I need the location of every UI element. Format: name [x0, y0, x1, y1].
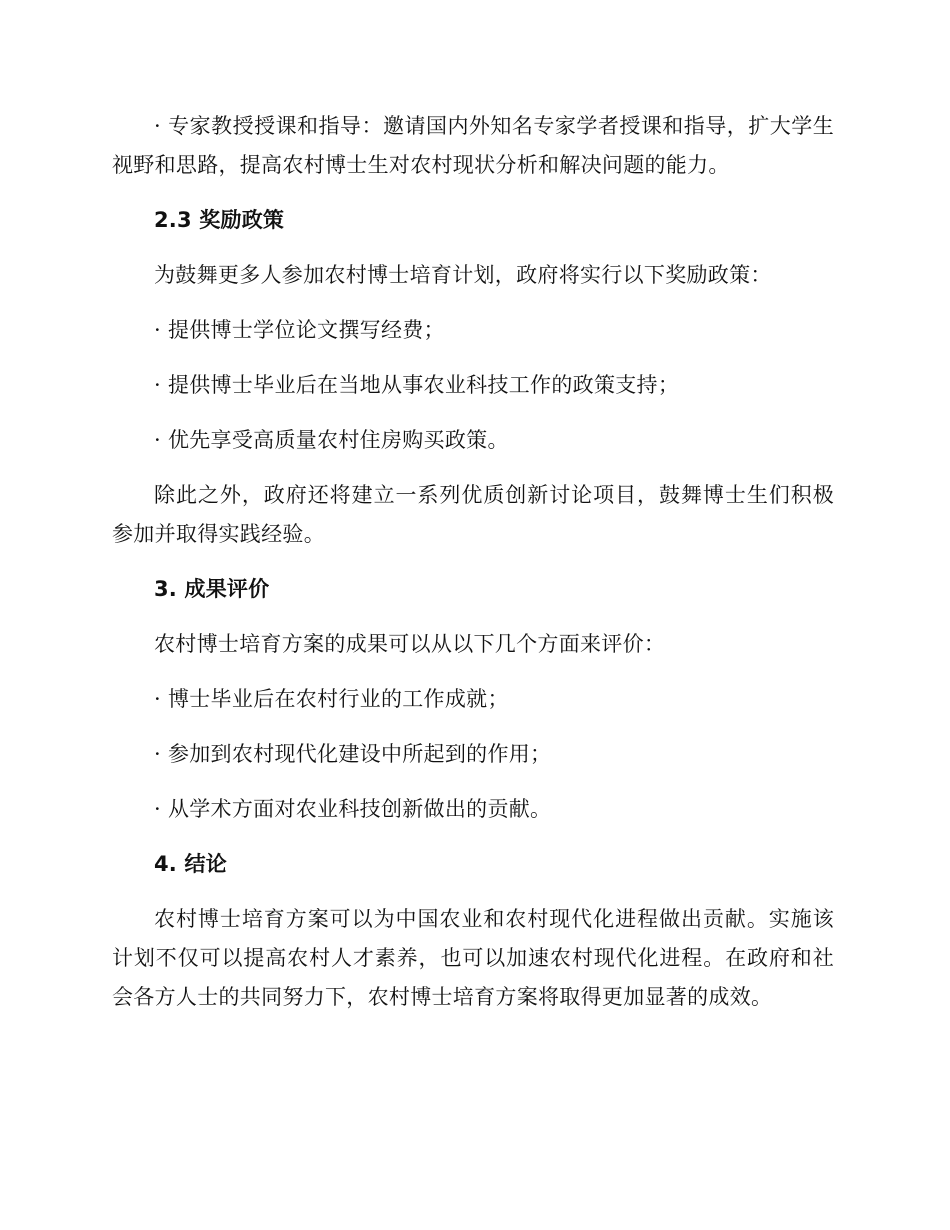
bullet-work-achievement: · 博士毕业后在农村行业的工作成就； [154, 687, 509, 711]
bullet-modernization-role: · 参加到农村现代化建设中所起到的作用； [154, 742, 552, 766]
section-heading-reward-policy: 2.3 奖励政策 [154, 208, 285, 232]
document-page [112, 107, 834, 1033]
bullet-academic-contribution: · 从学术方面对农业科技创新做出的贡献。 [154, 797, 552, 821]
bullet-expert-teaching: · 专家教授授课和指导：邀请国内外知名专家学者授课和指导，扩大学生视野和思路，提高农村博士生对农村现状分析和解决问题的能力。 [112, 114, 834, 177]
section-heading-evaluation: 3. 成果评价 [154, 577, 270, 601]
paragraph-conclusion: 农村博士培育方案可以为中国农业和农村现代化进程做出贡献。实施该计划不仅可以提高农村人才素养，也可以加速农村现代化进程。在政府和社会各方人士的共同努力下，农村博士培育方案将取得更加显著的成效。 [112, 907, 834, 1009]
bullet-housing-policy: · 优先享受高质量农村住房购买政策。 [154, 428, 509, 452]
bullet-policy-support: · 提供博士毕业后在当地从事农业科技工作的政策支持； [154, 373, 680, 397]
section-heading-conclusion: 4. 结论 [154, 852, 227, 876]
paragraph-innovation-projects: 除此之外，政府还将建立一系列优质创新讨论项目，鼓舞博士生们积极参加并取得实践经验。 [112, 483, 834, 546]
bullet-thesis-funding: · 提供博士学位论文撰写经费； [154, 318, 445, 342]
paragraph-reward-intro: 为鼓舞更多人参加农村博士培育计划，政府将实行以下奖励政策： [154, 263, 772, 287]
paragraph-evaluation-intro: 农村博士培育方案的成果可以从以下几个方面来评价： [154, 632, 666, 656]
